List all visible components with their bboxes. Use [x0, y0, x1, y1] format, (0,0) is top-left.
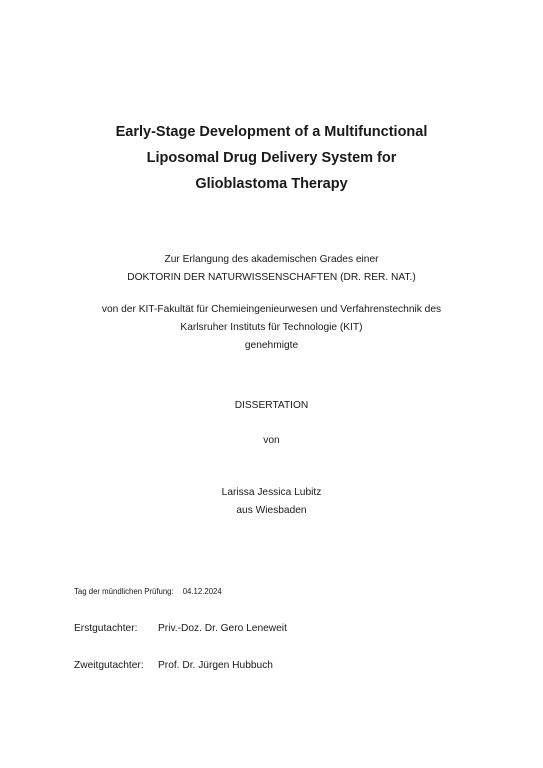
degree-line-2: DOKTORIN DER NATURWISSENSCHAFTEN (DR. RER. NAT.) [127, 272, 416, 283]
document-type-label: DISSERTATION [234, 400, 309, 411]
faculty-line-1: von der KIT-Fakultät für Chemieingenieurwesen und Verfahrenstechnik des [101, 304, 442, 315]
first-reviewer-role: Erstgutachter: [74, 623, 138, 634]
by-text: von [263, 435, 280, 446]
exam-date: 04.12.2024 [182, 587, 222, 596]
author-name: Larissa Jessica Lubitz [221, 487, 322, 498]
author-origin: aus Wiesbaden [236, 505, 307, 516]
degree-line-1: Zur Erlangung des akademischen Grades einer [164, 254, 379, 265]
faculty-statement [0, 301, 543, 355]
exam-label: Tag der mündlichen Prüfung: [74, 587, 174, 596]
thesis-title [0, 119, 543, 197]
by-label [0, 432, 543, 450]
first-reviewer [74, 622, 287, 636]
thesis-title-line-1: Early-Stage Development of a Multifunctional [115, 124, 428, 140]
thesis-title-line-2: Liposomal Drug Delivery System for [146, 150, 397, 166]
second-reviewer-role: Zweitgutachter: [74, 660, 144, 671]
document-type [0, 397, 543, 415]
faculty-line-3: genehmigte [244, 340, 299, 351]
faculty-line-2: Karlsruher Instituts für Technologie (KIT) [180, 322, 363, 333]
degree-statement [0, 251, 543, 287]
thesis-title-line-3: Glioblastoma Therapy [195, 176, 348, 192]
author-block [0, 484, 543, 520]
second-reviewer [74, 659, 273, 673]
exam-date-line [74, 586, 222, 598]
first-reviewer-name: Priv.-Doz. Dr. Gero Leneweit [158, 623, 287, 634]
second-reviewer-name: Prof. Dr. Jürgen Hubbuch [158, 660, 273, 671]
